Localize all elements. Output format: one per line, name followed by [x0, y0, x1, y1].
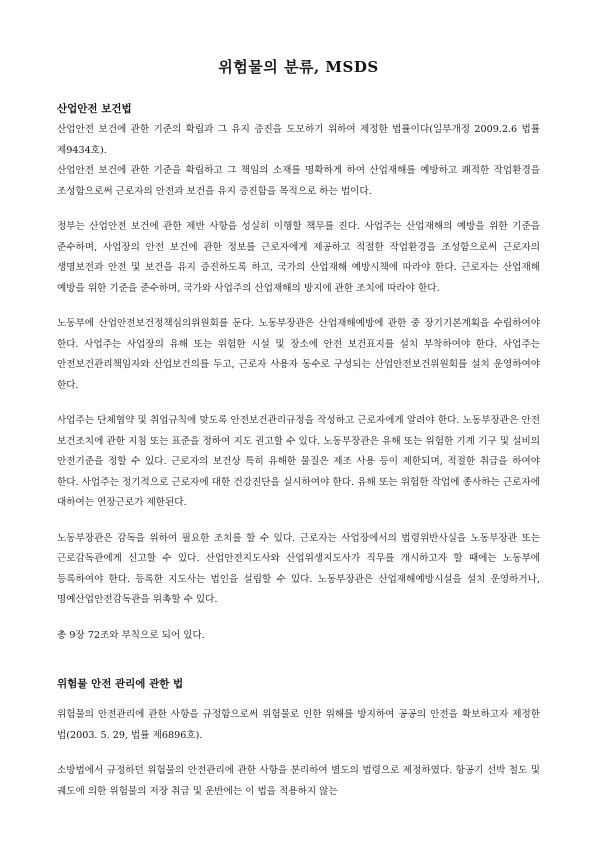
paragraph: 사업주는 단체협약 및 취업규칙에 맞도록 안전보건관리규정을 작성하고 근로자에게 알려야 한다. 노동부장관은 안전 보건조치에 관한 지침 또는 표준을 정하여 지도 권고할 수 있다. 노동부장관은 유해 또는 위험한 기계 기구 및 설비의 안전기준을 정할 수 있다. 근로자의 보건상 특히 유해한 물질은 제조 사용 등이 제한되며, 적절한 취급을 하여야 한다. 사업주는 정기적으로 근로자에 대한 건강진단을 실시하여야 한다. 유해 또는 위험한 작업에 종사하는 근로자에 대하여는 연장근로가 제한된다.: [57, 415, 540, 508]
document-title: 위험물의 분류, MSDS: [218, 58, 379, 76]
paragraph: 위험물의 안전관리에 관한 사항을 규정함으로써 위험물로 인한 위해를 방지하여 공공의 안전을 확보하고자 제정한 법(2003. 5. 29, 법률 제6896호).: [57, 709, 540, 741]
paragraph-gap: [57, 396, 540, 411]
paragraph-gap: [57, 611, 540, 626]
paragraph: 노동부장관은 감독을 위하여 필요한 조치를 할 수 있다. 근로자는 사업장에서의 법령위반사실을 노동부장관 또는 근로감독관에게 신고할 수 있다. 산업안전지도사와 산업위생지도사가 직무를 개시하고자 할 때에는 노동부에 등록하여야 한다. 등록한 지도사는 법인을 설립할 수 있다. 노동부장관은 산업재해예방시설을 설치 운영하거나, 명예산업안전감독관을 위촉할 수 있다.: [57, 532, 540, 605]
paragraph: 산업안전 보건에 관한 기준을 확립하고 그 책임의 소재를 명확하게 하여 산업재해를 예방하고 쾌적한 작업환경을 조성함으로써 근로자의 안전과 보건을 유지 증진함을 목적으로 하는 법이다.: [57, 165, 540, 197]
section-heading-industrial-safety: 산업안전 보건법: [57, 103, 132, 115]
paragraph: 총 9장 72조와 부칙으로 되어 있다.: [57, 629, 205, 641]
paragraph: 산업안전 보건에 관한 기준의 확립과 그 유지 증진을 도모하기 위하여 제정한 법률이다(일부개정 2009.2.6 법률 제9434호).: [57, 124, 540, 156]
paragraph-gap: [57, 695, 540, 705]
paragraph: 정부는 산업안전 보건에 관한 제반 사항을 성실히 이행할 책무를 진다. 사업주는 산업재해의 예방을 위한 기준을 준수하며, 사업장의 안전 보건에 관한 정보를 근로자에게 제공하고 적절한 작업환경을 조성함으로써 근로자의 생명보전과 안전 및 보건을 유지 증진하도록 하고, 국가의 산업재해 예방시책에 따라야 한다. 근로자는 산업재해 예방을 위한 기준을 준수하며, 국가와 사업주의 산업재해의 방지에 관한 조치에 따라야 한다.: [57, 221, 540, 294]
paragraph-gap: [57, 299, 540, 314]
paragraph: 소방법에서 규정하던 위험물의 안전관리에 관한 사항을 분리하여 별도의 법령으로 제정하였다. 항공기 선박 철도 및 궤도에 의한 위험물의 저장 취급 및 운반에는 이 법을 적용하지 않는: [57, 765, 540, 797]
paragraph: 노동부에 산업안전보건정책심의위원회를 둔다. 노동부장관은 산업재해예방에 관한 중 장기기본계획을 수립하여야 한다. 사업주는 사업장의 유해 또는 위험한 시설 및 장소에 안전 보건표지를 설치 부착하여야 한다. 사업주는 안전보건관리책임자와 산업보건의를 두고, 근로자 사용자 동수로 구성되는 산업안전보건위원회를 설치 운영하여야 한다.: [57, 318, 540, 391]
paragraph-gap: [57, 202, 540, 217]
section-gap: [57, 646, 540, 676]
paragraph-gap: [57, 514, 540, 529]
section-heading-hazardous-materials: 위험물 안전 관리에 관한 법: [57, 678, 184, 690]
paragraph-gap: [57, 746, 540, 761]
